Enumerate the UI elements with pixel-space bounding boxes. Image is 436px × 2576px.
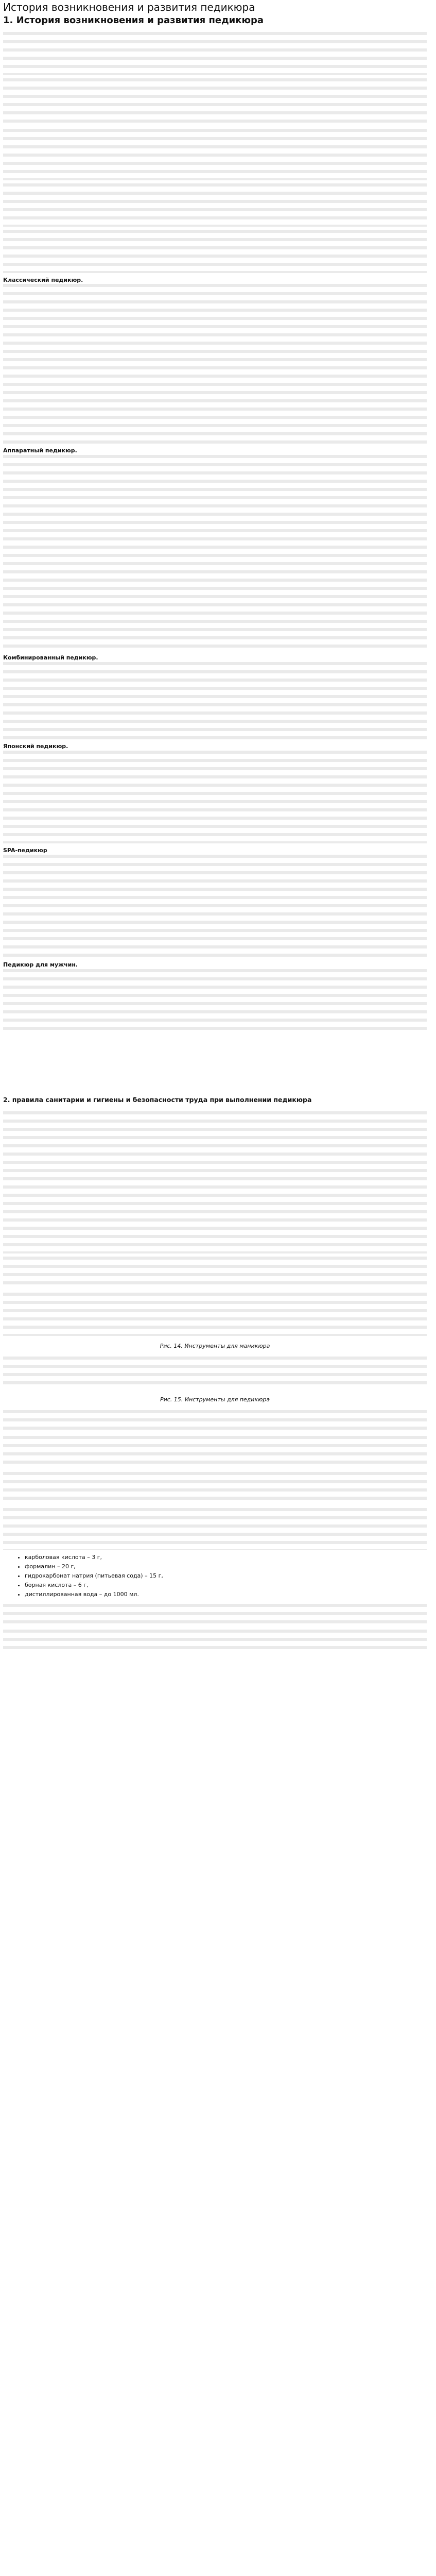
paragraph-placeholder [3, 1111, 427, 1199]
section-2-text-end [3, 1604, 427, 1652]
term-men: Педикюр для мужчин. [3, 961, 78, 969]
term-spa: SPA-педикюр [3, 847, 47, 854]
japanese-paragraph [3, 742, 427, 843]
paragraph-placeholder [3, 1202, 427, 1253]
section-2-text-continued [3, 1410, 427, 1550]
section-2-heading: 2. правила санитарии и гигиены и безопасности труда при выполнении педикюра [3, 1096, 312, 1104]
list-item: • карболовая кислота – 3 г, [25, 1553, 427, 1562]
list-item: • борная кислота – 6 г, [25, 1581, 427, 1589]
solution-ingredients-list [3, 1553, 427, 1599]
figure-15-caption: Рис. 15. Инструменты для педикюра [160, 1396, 270, 1403]
classic-paragraph [3, 276, 427, 444]
paragraph-placeholder [3, 1436, 427, 1469]
paragraph-placeholder [3, 129, 427, 180]
paragraph-placeholder [3, 230, 427, 273]
paragraph-placeholder [3, 1604, 427, 1626]
paragraph-placeholder [3, 1257, 427, 1290]
document-title: История возникновения и развития педикюра [3, 1, 255, 13]
list-item: • гидрокарбонат натрия (питьевая сода) – 15 г, [25, 1572, 427, 1580]
paragraph-placeholder [3, 1357, 427, 1389]
paragraph-placeholder [3, 183, 427, 227]
intro-text [3, 32, 427, 273]
paragraph-placeholder [3, 1630, 427, 1652]
hardware-paragraph [3, 447, 427, 651]
combined-paragraph [3, 654, 427, 739]
term-combined: Комбинированный педикюр. [3, 654, 98, 662]
section-1-heading: 1. История возникновения и развития педикюра [3, 15, 264, 26]
figure-14-caption: Рис. 14. Инструменты для маникюра [160, 1343, 270, 1350]
term-japanese: Японский педикюр. [3, 743, 68, 750]
paragraph-placeholder [3, 78, 427, 126]
paragraph-placeholder [3, 751, 427, 843]
paragraph-placeholder [3, 1508, 427, 1550]
paragraph-placeholder [3, 1410, 427, 1433]
paragraph-placeholder [3, 662, 427, 739]
section-2-text [3, 1111, 427, 1336]
paragraph-placeholder [3, 32, 427, 75]
paragraph-placeholder [3, 455, 427, 651]
term-classic: Классический педикюр. [3, 276, 83, 283]
paragraph-placeholder [3, 284, 427, 444]
paragraph-placeholder [3, 1472, 427, 1505]
page-gap [3, 1034, 427, 1096]
paragraph-placeholder [3, 1293, 427, 1336]
list-item: • формалин – 20 г, [25, 1563, 427, 1571]
list-item: • дистиллированная вода – до 1000 мл. [25, 1590, 427, 1599]
men-paragraph [3, 961, 427, 1031]
spa-paragraph [3, 846, 427, 958]
paragraph-placeholder [3, 855, 427, 958]
term-hardware: Аппаратный педикюр. [3, 447, 77, 454]
paragraph-placeholder [3, 969, 427, 1031]
